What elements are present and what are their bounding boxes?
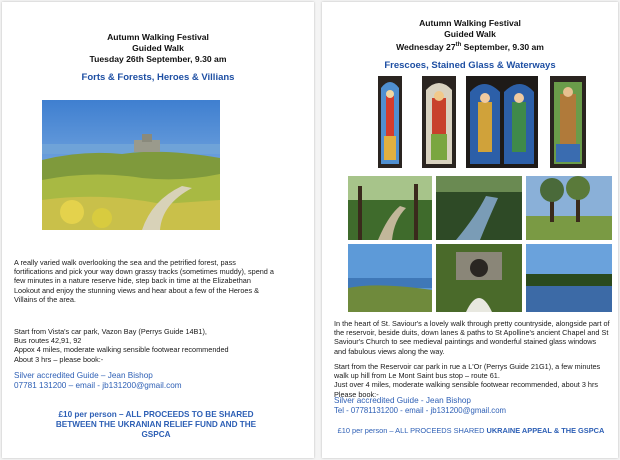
left-guide-contact bbox=[14, 371, 276, 391]
left-walk-title: Forts & Forests, Heroes & Villians bbox=[81, 72, 235, 83]
right-walk-type: Guided Walk bbox=[444, 29, 496, 39]
right-start-details bbox=[334, 362, 610, 399]
right-price-beneficiaries: UKRAINE APPEAL & THE GSPCA bbox=[486, 426, 605, 435]
stained-glass-window-1 bbox=[378, 76, 402, 168]
left-header bbox=[2, 32, 314, 65]
right-walk-date: Wednesday 27th September, 9.30 am bbox=[396, 41, 544, 52]
coast-view-photo bbox=[348, 244, 432, 312]
left-distance-line: Appox 4 miles, moderate walking sensible footwear recommended bbox=[14, 345, 229, 355]
stream-photo bbox=[436, 176, 522, 240]
left-walk-description: A really varied walk overlooking the sea and the petrified forest, pass fortifications and pick your way down grassy tracks (sometimes muddy), spend a few minutes in a nature reserve hide, step back in time at the Elizabethan Lookout and enjoy the stunning views and hear about a few of the Heroes & Villains of the area. bbox=[14, 258, 274, 304]
left-walk-type: Guided Walk bbox=[132, 43, 184, 53]
left-contact-email: 07781 131200 – email - jb131200@gmail.com bbox=[14, 381, 182, 390]
right-walk-description: In the heart of St. Saviour's a lovely walk through pretty countryside, alongside part of the reservoir, beside duits, down lanes & paths to St Apolline's ancient Chapel and St Saviour's Church to see medieval paintings and wonderful stained glass windows and fabulous views along the way. bbox=[334, 319, 610, 356]
right-header bbox=[322, 18, 618, 53]
left-festival-name: Autumn Walking Festival bbox=[107, 32, 209, 42]
right-guide-contact bbox=[334, 396, 610, 416]
left-bus-line: Bus routes 42,91, 92 bbox=[14, 336, 82, 346]
left-guide-name: Silver accredited Guide – Jean Bishop bbox=[14, 371, 153, 380]
right-contact-email: Tel - 07781131200 - email - jb131200@gmail.com bbox=[334, 406, 507, 415]
right-guide-name: Silver accredited Guide - Jean Bishop bbox=[334, 396, 471, 405]
coastal-path-photo bbox=[42, 100, 220, 230]
left-walk-date: Tuesday 26th September, 9.30 am bbox=[89, 54, 227, 64]
left-start-details bbox=[14, 327, 276, 364]
right-walk-title: Frescoes, Stained Glass & Waterways bbox=[384, 60, 556, 71]
left-price-line-2: BETWEEN THE UKRANIAN RELIEF FUND AND THE bbox=[55, 420, 257, 429]
right-flyer-page bbox=[322, 2, 618, 458]
left-start-line: Start from Vista's car park, Vazon Bay (Perrys Guide 14B1), bbox=[14, 327, 207, 336]
left-duration-line: About 3 hrs – please book:- bbox=[14, 354, 104, 364]
right-price-info bbox=[328, 426, 614, 436]
right-book-line: Please book:- bbox=[334, 389, 379, 399]
right-festival-name: Autumn Walking Festival bbox=[419, 18, 521, 28]
stained-glass-window-3 bbox=[466, 76, 538, 168]
right-distance-line: Just over 4 miles, moderate walking sensible footwear recommended, about 3 hrs bbox=[334, 380, 599, 390]
woodland-path-photo bbox=[348, 176, 432, 240]
culvert-waterfall-photo bbox=[436, 244, 522, 312]
left-price-line-1: £10 per person – ALL PROCEEDS TO BE SHARED bbox=[58, 410, 254, 419]
stained-glass-window-2 bbox=[422, 76, 456, 168]
left-flyer-page bbox=[2, 2, 314, 458]
left-price-line-3: GSPCA bbox=[141, 430, 171, 439]
trees-field-photo bbox=[526, 176, 612, 240]
right-start-line: Start from the Reservoir car park in rue a L'Or (Perrys Guide 21G1), a few minutes walk up hill from Le Mont Saint bus stop – route 61. bbox=[334, 362, 601, 381]
reservoir-photo bbox=[526, 244, 612, 312]
right-price-text: £10 per person – ALL PROCEEDS SHARED bbox=[337, 426, 487, 435]
left-price-info bbox=[22, 410, 290, 440]
stained-glass-window-4 bbox=[550, 76, 586, 168]
